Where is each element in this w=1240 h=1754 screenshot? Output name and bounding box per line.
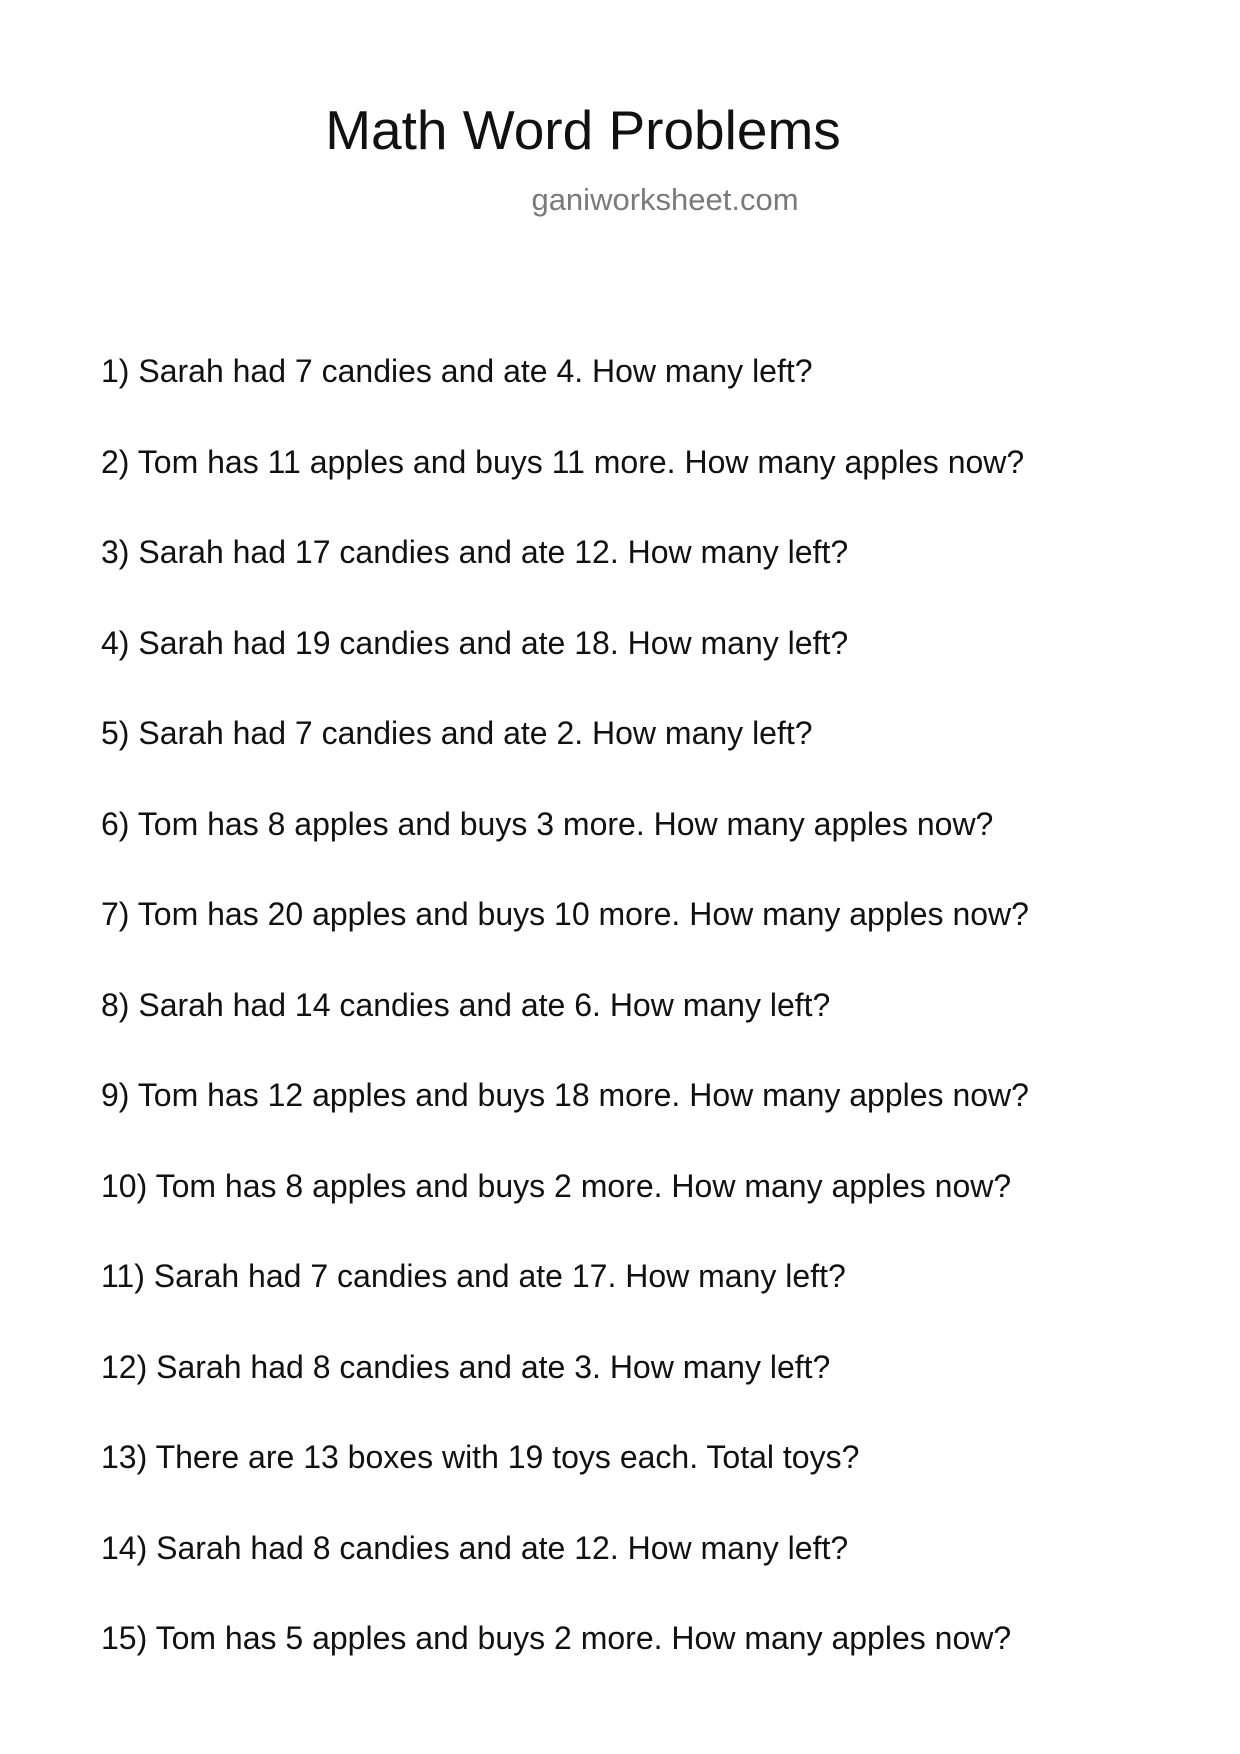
problem-item: 1) Sarah had 7 candies and ate 4. How many left? — [101, 353, 813, 389]
problem-item: 14) Sarah had 8 candies and ate 12. How many left? — [101, 1529, 849, 1566]
problem-item: 3) Sarah had 17 candies and ate 12. How many left? — [101, 534, 849, 570]
problem-item: 4) Sarah had 19 candies and ate 18. How many left? — [101, 624, 849, 661]
page-title: Math Word Problems — [325, 99, 841, 161]
problem-item: 11) Sarah had 7 candies and ate 17. How many left? — [101, 1258, 846, 1294]
problem-item: 9) Tom has 12 apples and buys 18 more. How many apples now? — [101, 1077, 1029, 1113]
problem-item: 5) Sarah had 7 candies and ate 2. How many left? — [101, 715, 813, 751]
problem-item: 2) Tom has 11 apples and buys 11 more. How many apples now? — [101, 443, 1025, 480]
problem-item: 7) Tom has 20 apples and buys 10 more. How many apples now? — [101, 896, 1029, 932]
site-name: ganiworksheet.com — [531, 182, 799, 217]
problem-item: 8) Sarah had 14 candies and ate 6. How many left? — [101, 986, 831, 1023]
problem-item: 12) Sarah had 8 candies and ate 3. How many left? — [101, 1348, 831, 1385]
problem-item: 13) There are 13 boxes with 19 toys each. Total toys? — [101, 1439, 860, 1475]
problem-item: 15) Tom has 5 apples and buys 2 more. How many apples now? — [101, 1620, 1012, 1656]
problem-item: 6) Tom has 8 apples and buys 3 more. How many apples now? — [101, 805, 994, 842]
problem-list — [101, 350, 1221, 1708]
problem-item: 10) Tom has 8 apples and buys 2 more. How many apples now? — [101, 1167, 1012, 1204]
